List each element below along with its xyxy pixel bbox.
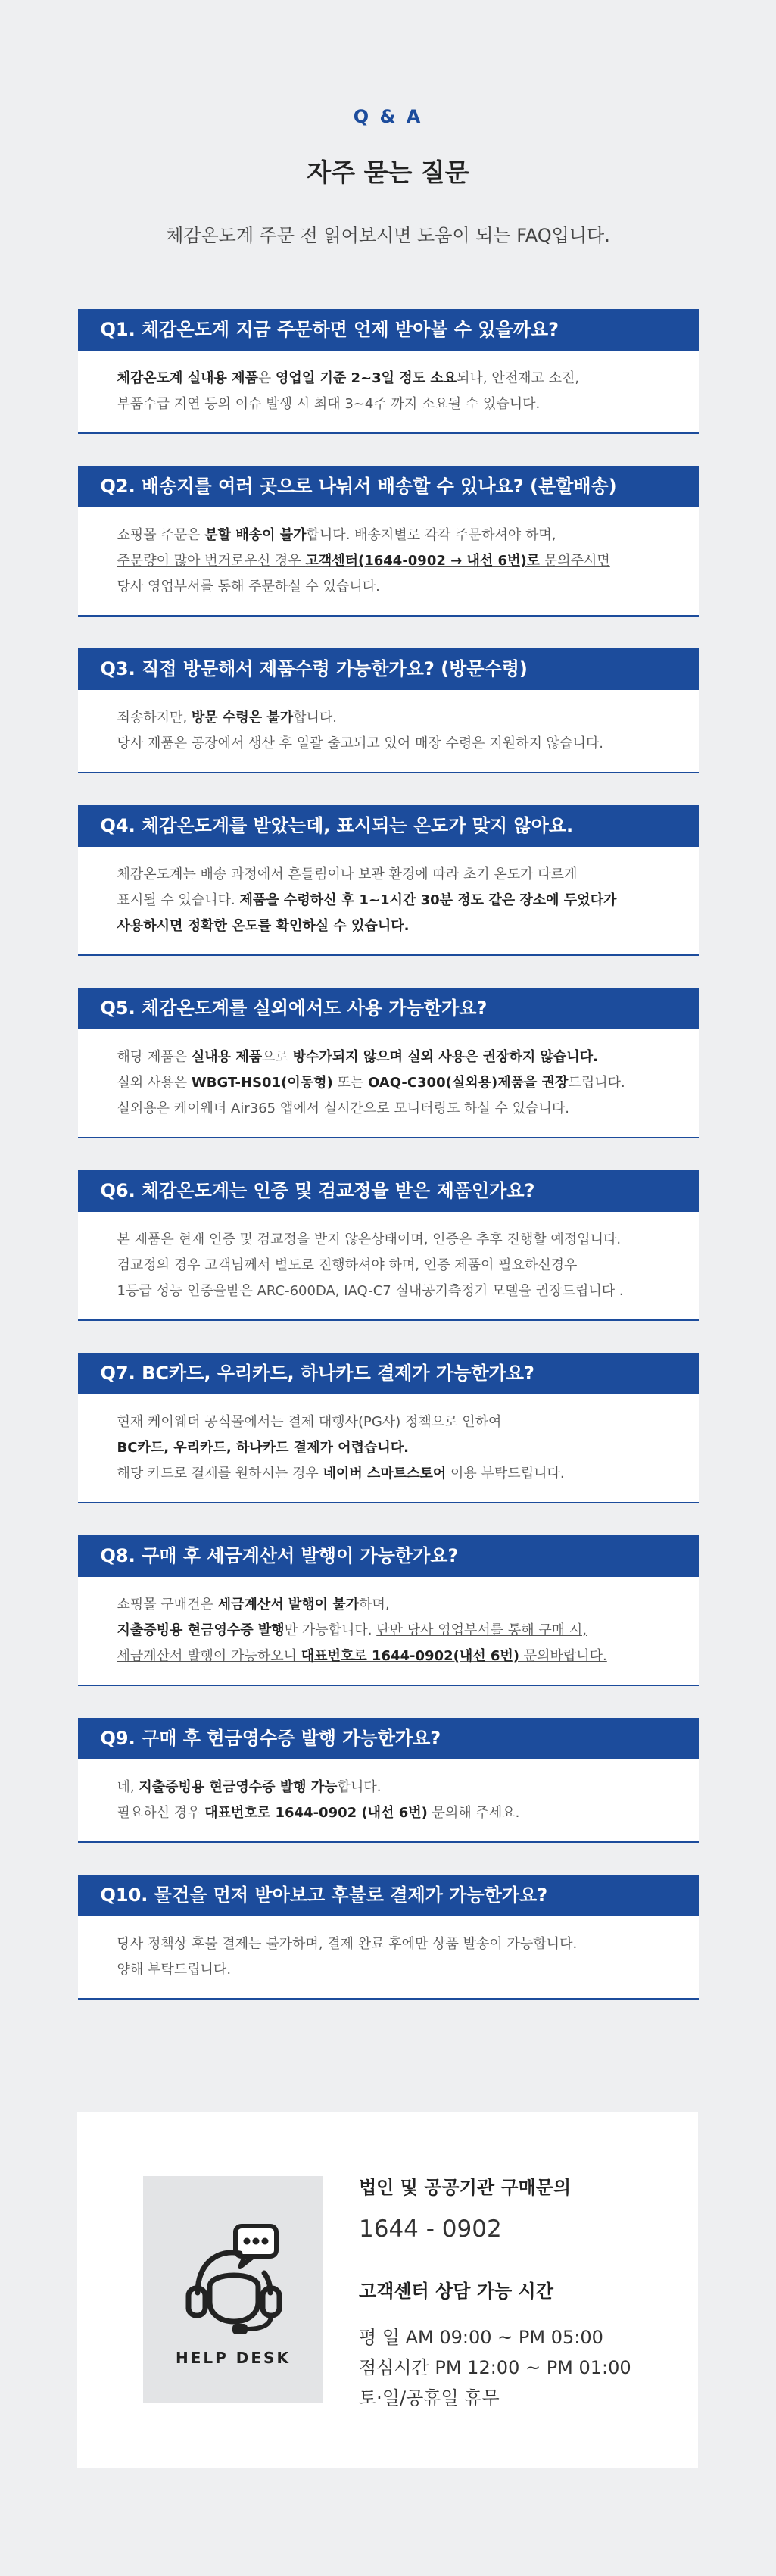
faq-answer-7 [78, 1394, 699, 1503]
faq-answer-2 [78, 507, 699, 617]
corp-inquiry-title: 법인 및 공공기관 구매문의 [359, 2177, 572, 2198]
faq-item-7 [78, 1353, 699, 1503]
faq-answer-5 [78, 1029, 699, 1138]
faq-item-4 [78, 805, 699, 956]
answer-line: 표시될 수 있습니다. 제품을 수령하신 후 1~1시간 30분 정도 같은 장소에 두었다가 [117, 892, 617, 908]
answer-line: 죄송하지만, 방문 수령은 불가합니다. [117, 710, 338, 726]
faq-question-10[interactable]: Q10. 물건을 먼저 받아보고 후불로 결제가 가능한가요? [78, 1875, 699, 1916]
answer-line: 본 제품은 현재 인증 및 검교정을 받지 않은상태이며, 인증은 추후 진행할 예정입니다. [117, 1232, 622, 1247]
headset-chat-icon [181, 2223, 287, 2337]
answer-line: 지출증빙용 현금영수증 발행만 가능합니다. 단만 당사 영업부서를 통해 구매 시, [117, 1622, 587, 1638]
answer-line: 쇼핑몰 구매건은 세금계산서 발행이 불가하며, [117, 1597, 390, 1613]
answer-line: 실외용은 케이웨더 Air365 앱에서 실시간으로 모니터링도 하실 수 있습니다. [117, 1101, 569, 1116]
answer-line: 주문량이 많아 번거로우신 경우 고객센터(1644-0902 → 내선 6번)로 문의주시면 [117, 553, 610, 569]
answer-line: 체감온도계는 배송 과정에서 흔들림이나 보관 환경에 따라 초기 온도가 다르게 [117, 866, 578, 882]
faq-question-1[interactable]: Q1. 체감온도계 지금 주문하면 언제 받아볼 수 있을까요? [78, 309, 699, 351]
faq-item-3 [78, 648, 699, 773]
answer-line: 당사 제품은 공장에서 생산 후 일괄 출고되고 있어 매장 수령은 지원하지 않습니다. [117, 735, 603, 751]
faq-answer-6 [78, 1212, 699, 1321]
hours-title: 고객센터 상담 가능 시간 [359, 2281, 553, 2302]
faq-answer-1 [78, 351, 699, 434]
hours-lunch: 점심시간 PM 12:00 ~ PM 01:00 [359, 2357, 631, 2378]
answer-line: 체감온도계 실내용 제품은 영업일 기준 2~3일 정도 소요되나, 안전재고 소진, [117, 370, 580, 386]
helpdesk-icon-box [143, 2176, 323, 2403]
page-subtitle: 체감온도계 주문 전 읽어보시면 도움이 되는 FAQ입니다. [166, 225, 610, 246]
faq-question-7[interactable]: Q7. BC카드, 우리카드, 하나카드 결제가 가능한가요? [78, 1353, 699, 1394]
faq-question-5[interactable]: Q5. 체감온도계를 실외에서도 사용 가능한가요? [78, 988, 699, 1029]
answer-line: 사용하시면 정확한 온도를 확인하실 수 있습니다. [117, 918, 410, 934]
faq-item-10 [78, 1875, 699, 2000]
faq-answer-8 [78, 1577, 699, 1686]
helpdesk-label: HELP DESK [176, 2349, 291, 2367]
faq-question-2[interactable]: Q2. 배송지를 여러 곳으로 나눠서 배송할 수 있나요? (분할배송) [78, 466, 699, 507]
faq-answer-4 [78, 847, 699, 956]
hours-holiday: 토·일/공휴일 휴무 [359, 2387, 500, 2409]
faq-answer-3 [78, 690, 699, 773]
faq-item-8 [78, 1535, 699, 1686]
answer-line: BC카드, 우리카드, 하나카드 결제가 어렵습니다. [117, 1440, 409, 1456]
hours-list [359, 2322, 631, 2413]
answer-line: 당사 영업부서를 통해 주문하실 수 있습니다. [117, 579, 380, 595]
page-title: 자주 묻는 질문 [307, 158, 469, 187]
answer-line: 필요하신 경우 대표번호로 1644-0902 (내선 6번) 문의해 주세요. [117, 1805, 520, 1821]
helpdesk-card [77, 2112, 698, 2468]
faq-item-9 [78, 1718, 699, 1843]
hours-weekday: 평 일 AM 09:00 ~ PM 05:00 [359, 2327, 603, 2348]
answer-line: 쇼핑몰 주문은 분할 배송이 불가합니다. 배송지별로 각각 주문하셔야 하며, [117, 527, 556, 543]
faq-item-1 [78, 309, 699, 434]
answer-line: 현재 케이웨더 공식몰에서는 결제 대행사(PG사) 정책으로 인하여 [117, 1414, 502, 1430]
faq-question-3[interactable]: Q3. 직접 방문해서 제품수령 가능한가요? (방문수령) [78, 648, 699, 690]
answer-line: 네, 지출증빙용 현금영수증 발행 가능합니다. [117, 1779, 382, 1795]
faq-answer-9 [78, 1759, 699, 1843]
answer-line: 해당 카드로 결제를 원하시는 경우 네이버 스마트스토어 이용 부탁드립니다. [117, 1466, 565, 1482]
faq-answer-10 [78, 1916, 699, 2000]
phone-number[interactable]: 1644 - 0902 [359, 2215, 502, 2243]
faq-item-5 [78, 988, 699, 1138]
answer-line: 양해 부탁드립니다. [117, 1962, 232, 1978]
faq-question-8[interactable]: Q8. 구매 후 세금계산서 발행이 가능한가요? [78, 1535, 699, 1577]
faq-item-2 [78, 466, 699, 617]
section-eyebrow: Q & A [353, 106, 423, 127]
faq-question-9[interactable]: Q9. 구매 후 현금영수증 발행 가능한가요? [78, 1718, 699, 1759]
faq-question-6[interactable]: Q6. 체감온도계는 인증 및 검교정을 받은 제품인가요? [78, 1170, 699, 1212]
helpdesk-info [359, 2172, 631, 2413]
answer-line: 해당 제품은 실내용 제품으로 방수가되지 않으며 실외 사용은 권장하지 않습니다. [117, 1049, 598, 1065]
answer-line: 검교정의 경우 고객님께서 별도로 진행하셔야 하며, 인증 제품이 필요하신경우 [117, 1257, 578, 1273]
faq-question-4[interactable]: Q4. 체감온도계를 받았는데, 표시되는 온도가 맞지 않아요. [78, 805, 699, 847]
answer-line: 부품수급 지연 등의 이슈 발생 시 최대 3~4주 까지 소요될 수 있습니다. [117, 396, 541, 412]
faq-list [78, 309, 699, 2000]
answer-line: 실외 사용은 WBGT-HS01(이동형) 또는 OAQ-C300(실외용)제품을 권장드립니다. [117, 1075, 625, 1091]
answer-line: 세금계산서 발행이 가능하오니 대표번호로 1644-0902(내선 6번) 문의바랍니다. [117, 1648, 607, 1664]
faq-item-6 [78, 1170, 699, 1321]
answer-line: 당사 정책상 후불 결제는 불가하며, 결제 완료 후에만 상품 발송이 가능합니다. [117, 1936, 578, 1952]
answer-line: 1등급 성능 인증을받은 ARC-600DA, IAQ-C7 실내공기측정기 모델을 권장드립니다 . [117, 1283, 624, 1299]
